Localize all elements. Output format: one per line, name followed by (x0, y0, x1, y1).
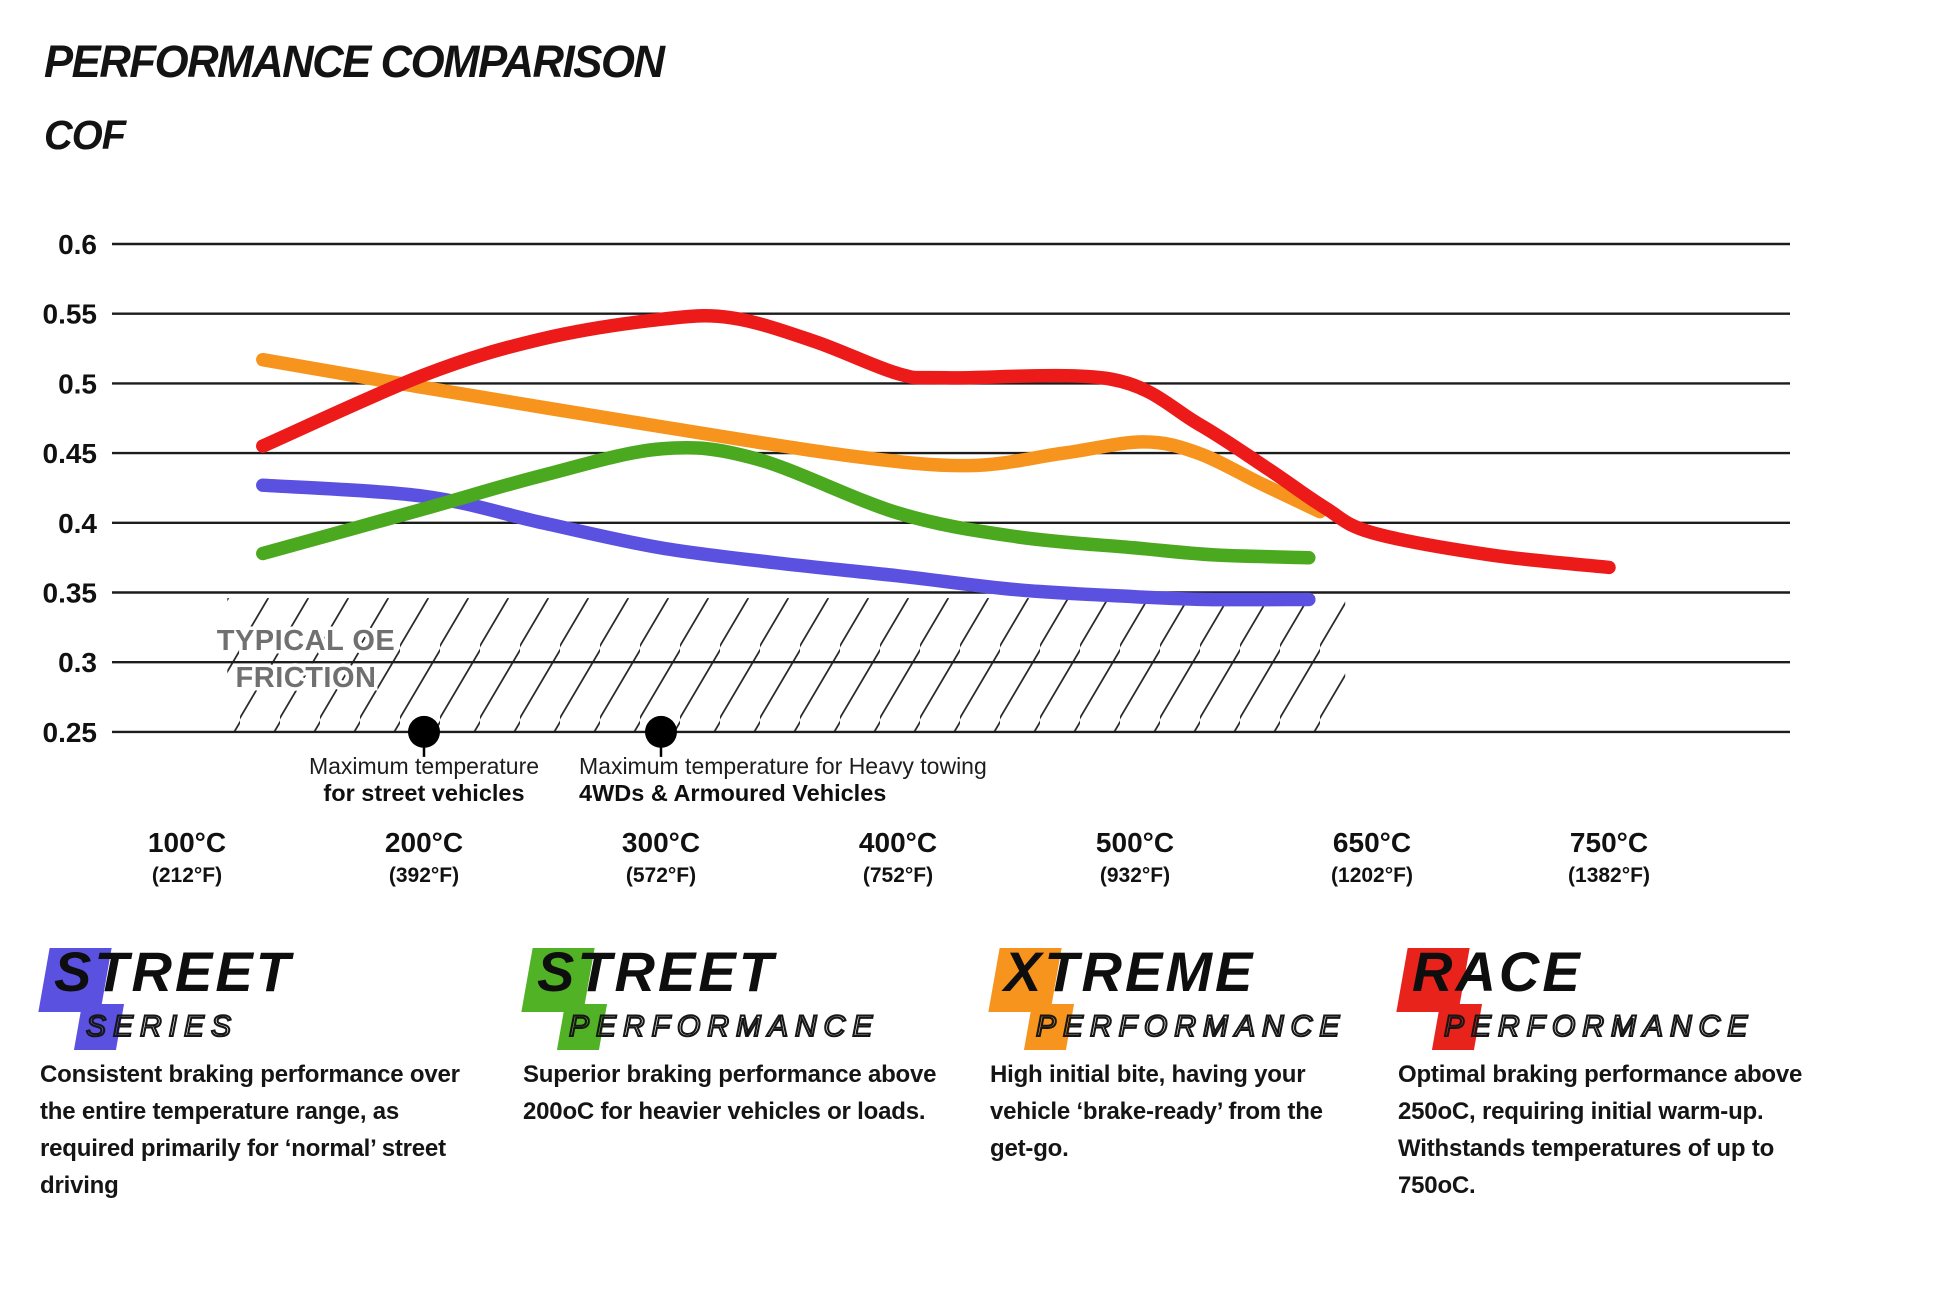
max-temperature-marker-dot (408, 716, 440, 748)
marker-annotation-line1: Maximum temperature for Heavy towing (579, 753, 987, 779)
xtreme-performance-logo (990, 940, 1362, 1048)
max-temperature-marker-dot (645, 716, 677, 748)
x-tick-label-celsius-200: 200°C (384, 827, 464, 858)
x-tick-label-celsius-400: 400°C (858, 827, 938, 858)
x-tick-label-celsius-650: 650°C (1332, 827, 1412, 858)
brand-line2: PERFORMANCE (569, 1010, 880, 1043)
brand-line2: PERFORMANCE (1036, 1010, 1347, 1043)
legend-description: Superior braking performance above 200oC for heavier vehicles or loads. (523, 1061, 937, 1125)
brand-line1: XTREME (1004, 940, 1256, 1003)
y-tick-label-0.25: 0.25 (42, 716, 97, 748)
curve-street-series (263, 485, 1309, 599)
legend-description: Optimal braking performance above 250oC, requiring initial warm-up. Withstands temperatures of up to 750oC. (1398, 1061, 1803, 1199)
brand-line2: PERFORMANCE (1444, 1010, 1755, 1043)
x-tick-label-fahrenheit-500: (932°F) (1099, 864, 1171, 887)
x-tick-label-fahrenheit-300: (572°F) (625, 864, 697, 887)
legend-description: High initial bite, having your vehicle ‘brake-ready’ from the get-go. (990, 1061, 1323, 1162)
brand-line1: RACE (1412, 940, 1583, 1003)
street-series-logo (40, 940, 492, 1048)
x-tick-label-celsius-300: 300°C (621, 827, 701, 858)
y-tick-label-0.45: 0.45 (42, 438, 97, 470)
chart-title: PERFORMANCE COMPARISON (44, 36, 664, 87)
x-tick-label-fahrenheit-750: (1382°F) (1568, 864, 1650, 887)
x-tick-label-fahrenheit-650: (1202°F) (1331, 864, 1413, 887)
x-tick-label-fahrenheit-400: (752°F) (862, 864, 934, 887)
legend-item-street-performance (523, 940, 975, 1130)
street-performance-logo (523, 940, 975, 1048)
brand-line1: STREET (537, 940, 776, 1003)
legend-item-race-performance (1398, 940, 1828, 1204)
brand-line2: SERIES (86, 1010, 239, 1043)
typical-oe-friction-label: TYPICAL OE (216, 625, 396, 657)
y-tick-label-0.5: 0.5 (58, 368, 97, 400)
x-tick-label-fahrenheit-200: (392°F) (388, 864, 460, 887)
legend-item-xtreme-performance (990, 940, 1362, 1167)
brand-line1: STREET (54, 940, 293, 1003)
legend-description: Consistent braking performance over the entire temperature range, as required primarily for ‘normal’ street driving (40, 1061, 460, 1199)
y-tick-label-0.3: 0.3 (58, 647, 97, 679)
x-tick-label-celsius-750: 750°C (1569, 827, 1649, 858)
typical-oe-friction-label: FRICTION (235, 662, 377, 694)
y-axis-title: COF (44, 112, 126, 158)
y-tick-label-0.4: 0.4 (58, 507, 97, 539)
legend-item-street-series (40, 940, 492, 1204)
race-performance-logo (1398, 940, 1828, 1048)
marker-annotation-line2: for street vehicles (323, 780, 525, 806)
y-tick-label-0.55: 0.55 (42, 298, 97, 330)
x-tick-label-celsius-500: 500°C (1095, 827, 1175, 858)
x-tick-label-celsius-100: 100°C (147, 827, 227, 858)
marker-annotation-line1: Maximum temperature (308, 753, 540, 779)
curve-street-performance (263, 448, 1309, 558)
marker-annotation-line2: 4WDs & Armoured Vehicles (579, 780, 887, 806)
x-tick-label-fahrenheit-100: (212°F) (151, 864, 223, 887)
legend (0, 940, 1946, 1308)
typical-oe-friction-band (227, 598, 1345, 732)
y-tick-label-0.35: 0.35 (42, 577, 97, 609)
y-tick-label-0.6: 0.6 (58, 229, 97, 260)
